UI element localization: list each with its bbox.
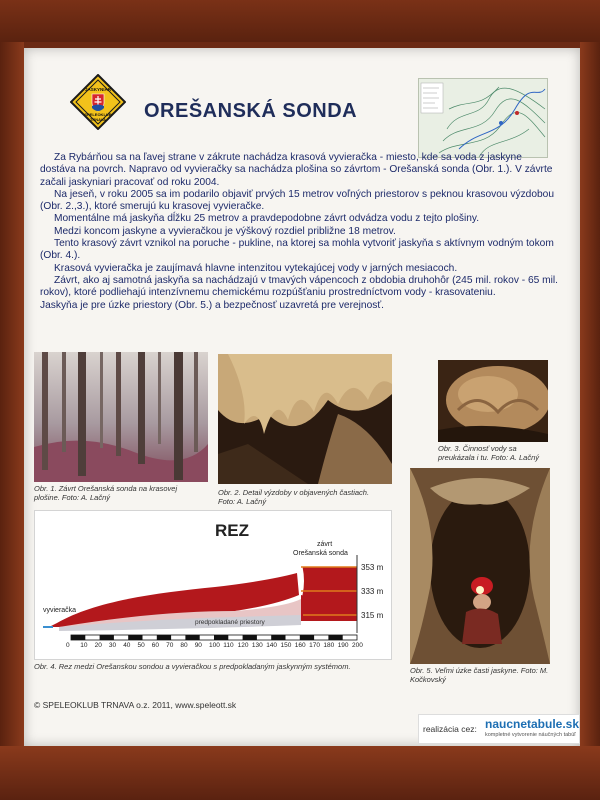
forest-photo bbox=[34, 352, 208, 482]
brand-prefix: realizácia cez: bbox=[423, 724, 477, 734]
scale-tick-label: 80 bbox=[180, 642, 188, 649]
scale-tick-label: 40 bbox=[123, 642, 131, 649]
topographic-map-image bbox=[418, 78, 548, 158]
paragraph-2: Na jeseň, v roku 2005 sa im podarilo objaviť prvých 15 metrov voľných priestorov s peknou krasovou výzdobou (Obr. 2.,3.), ktoré smerujú ku krasovej vyvieračke. bbox=[40, 188, 555, 213]
label-vyvieracka: vyvieračka bbox=[43, 607, 77, 614]
scale-tick-label: 0 bbox=[66, 642, 70, 649]
scale-tick-label: 60 bbox=[151, 642, 160, 649]
wooden-frame-top bbox=[0, 0, 600, 42]
logo-text-bottom: TRNAVA bbox=[89, 117, 107, 122]
paragraph-6: Krasová vyvieračka je zaujímavá hlavne intenzitou vytekajúcej vody v jarných mesiacoch. bbox=[54, 262, 458, 274]
wooden-frame-left bbox=[0, 42, 24, 746]
cave-decoration-photo bbox=[218, 354, 392, 484]
scale-tick-label: 130 bbox=[251, 642, 263, 649]
brand-badge bbox=[418, 714, 580, 744]
label-priestory: predpokladané priestory bbox=[195, 619, 265, 626]
elevation-315: 315 m bbox=[361, 611, 384, 620]
label-sonda: Orešanská sonda bbox=[293, 550, 348, 557]
paragraph-4: Medzi koncom jaskyne a vyvieračkou je výškový rozdiel približne 18 metrov. bbox=[54, 225, 396, 237]
wooden-frame-right bbox=[580, 42, 600, 746]
caption-obr5: Obr. 5. Veľmi úzke časti jaskyne. Foto: M. Kočkovský bbox=[410, 666, 549, 684]
sign-title: OREŠANSKÁ SONDA bbox=[144, 100, 358, 122]
caver-photo bbox=[410, 468, 550, 664]
scale-tick-label: 30 bbox=[108, 642, 117, 649]
logo-text-top: JASKYNIAR bbox=[84, 87, 112, 92]
caption-obr1: Obr. 1. Závrt Orešanská sonda na krasovej plošine. Foto: A. Lačný bbox=[34, 484, 178, 502]
scale-tick-label: 100 bbox=[209, 642, 220, 649]
scale-tick-label: 160 bbox=[294, 642, 306, 649]
paragraph-7: Závrt, ako aj samotná jaskyňa sa nachádzajú v tmavých vápencoch z obdobia druhohôr (245 mil. rokov - 65 mil. rokov), ktoré podliehajú intenzívnemu chemickému rozpúšťaniu prostredníctvom vody - krasovateniu. bbox=[40, 274, 558, 299]
scale-tick-label: 90 bbox=[194, 642, 202, 649]
brand-name: naucnetabule.sk bbox=[485, 717, 580, 731]
cross-section-title: REZ bbox=[215, 521, 249, 540]
scale-tick-label: 50 bbox=[137, 642, 145, 649]
scale-tick-label: 120 bbox=[237, 642, 249, 649]
paragraph-1: Za Rybárňou sa na ľavej strane v zákrute nachádza krasová vyvieračka - miesto, kde sa voda z jaskyne dostáva na povrch. Napravo od vyvieračky sa nachádza plošina so závrtom - Orešanská sonda (Obr. 1.). V závrte začali jaskyniari pracovať od roku 2004. bbox=[40, 152, 553, 188]
scale-tick-label: 140 bbox=[266, 642, 278, 649]
logo-text-middle: SPELEOKLUB bbox=[84, 112, 112, 117]
scale-tick-label: 70 bbox=[166, 642, 174, 649]
scale-tick-label: 190 bbox=[337, 642, 349, 649]
information-board bbox=[24, 48, 580, 746]
scale-tick-label: 170 bbox=[309, 642, 320, 649]
copyright-text: © SPELEOKLUB TRNAVA o.z. 2011, www.speleott.sk bbox=[34, 700, 237, 710]
cave-wall-photo bbox=[438, 360, 548, 442]
caption-obr3: Obr. 3. Činnosť vody sa preukázala i tu. Foto: A. Lačný bbox=[438, 444, 540, 462]
scale-tick-label: 110 bbox=[223, 642, 234, 649]
caption-obr4: Obr. 4. Rez medzi Orešanskou sondou a vyvieračkou s predpokladaným jaskynným systémom. bbox=[34, 662, 351, 671]
scale-tick-label: 200 bbox=[352, 642, 363, 649]
speleoklub-logo-icon bbox=[70, 74, 126, 130]
paragraph-5: Tento krasový závrt vznikol na poruche - pukline, na ktorej sa mohla vytvoriť jaskyňa s aktívnym vodným tokom (Obr. 4.). bbox=[40, 238, 554, 262]
scale-tick-label: 180 bbox=[323, 642, 335, 649]
scale-tick-label: 20 bbox=[94, 642, 102, 649]
cross-section-graphic bbox=[35, 511, 391, 659]
brand-tagline: kompletné vytvorenie náučných tabúľ bbox=[485, 732, 576, 738]
paragraph-8: Jaskyňa je pre úzke priestory (Obr. 5.) a bezpečnosť uzavretá pre verejnosť. bbox=[40, 299, 384, 311]
scale-tick-label: 150 bbox=[280, 642, 292, 649]
wooden-frame-bottom bbox=[0, 746, 600, 800]
label-zavrt: závrt bbox=[317, 541, 333, 548]
paragraph-3: Momentálne má jaskyňa dĺžku 25 metrov a pravdepodobne závrt odvádza vodu z tejto plošiny. bbox=[54, 213, 480, 225]
caption-obr2: Obr. 2. Detail výzdoby v objavených častiach. Foto: A. Lačný bbox=[218, 488, 370, 506]
elevation-333: 333 m bbox=[361, 587, 384, 596]
elevation-353: 353 m bbox=[361, 563, 384, 572]
intro-text bbox=[40, 152, 560, 312]
cross-section-diagram bbox=[34, 510, 392, 660]
scale-tick-label: 10 bbox=[80, 642, 88, 649]
